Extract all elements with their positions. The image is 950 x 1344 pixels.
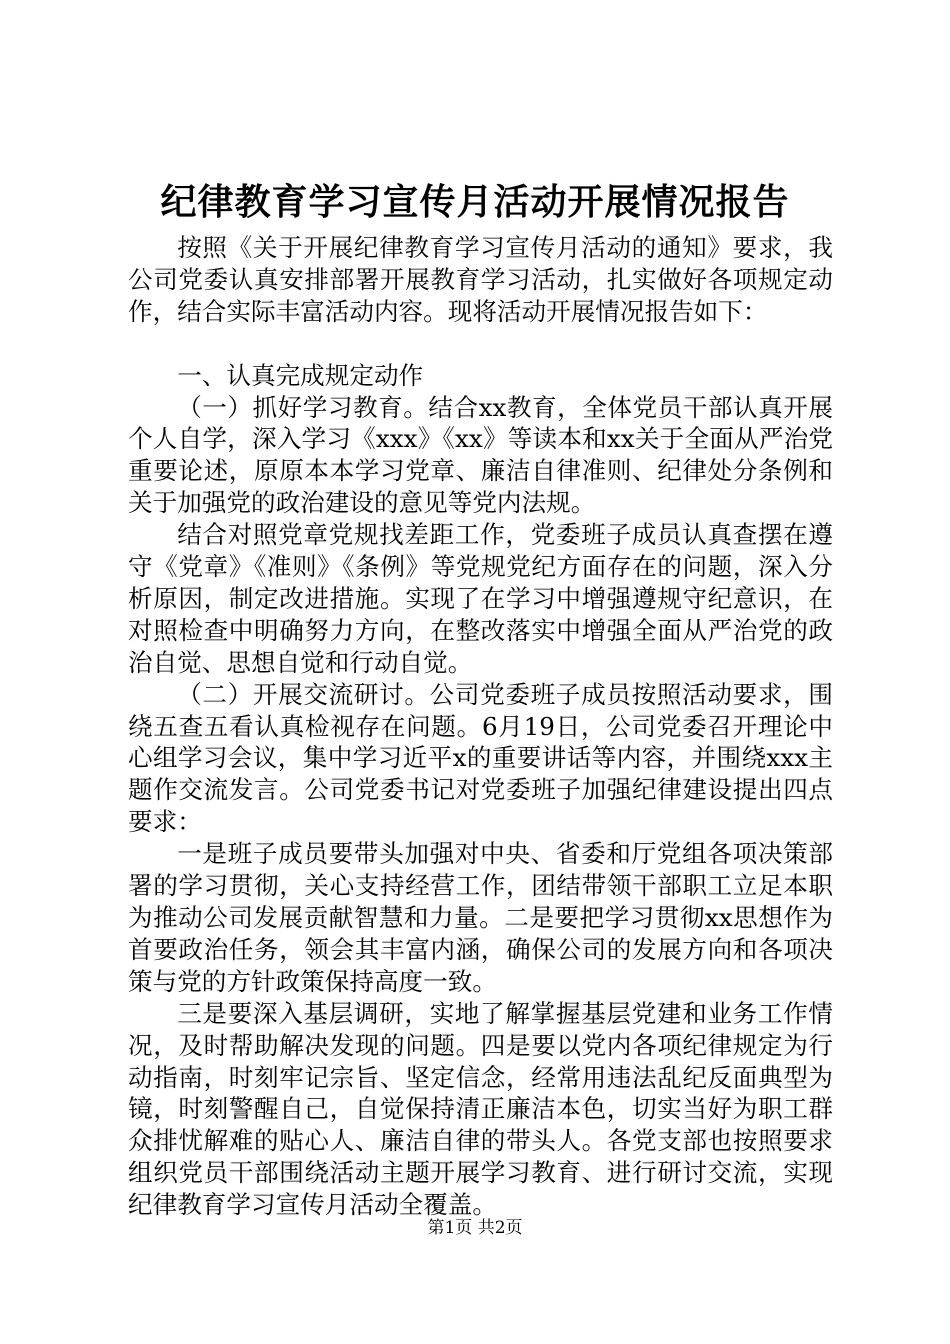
body-paragraph: （二）开展交流研讨。公司党委班子成员按照活动要求，围绕五查五看认真检视存在问题。6月19日，公司党委召开理论中心组学习会议，集中学习近平x的重要讲话等内容，并围绕xxx主题作交流发言。公司党委书记对党委班子加强纪律建设提出四点要求： [128,679,833,837]
body-paragraph: （一）抓好学习教育。结合xx教育，全体党员干部认真开展个人自学，深入学习《xxx》《xx》等读本和xx关于全面从严治党重要论述，原原本本学习党章、廉洁自律准则、纪律处分条例和关于加强党的政治建设的意见等党内法规。 [128,392,833,518]
section-heading: 一、认真完成规定动作 [177,360,424,390]
page-number-footer: 第1页 共2页 [427,1218,523,1238]
intro-paragraph: 按照《关于开展纪律教育学习宣传月活动的通知》要求，我公司党委认真安排部署开展教育学习活动，扎实做好各项规定动作，结合实际丰富活动内容。现将活动开展情况报告如下： [128,233,833,326]
body-paragraph: 三是要深入基层调研，实地了解掌握基层党建和业务工作情况，及时帮助解决发现的问题。四是要以党内各项纪律规定为行动指南，时刻牢记宗旨、坚定信念，经常用违法乱纪反面典型为镜，时刻警醒自己，自觉保持清正廉洁本色，切实当好为职工群众排忧解难的贴心人、廉洁自律的带头人。各党支部也按照要求组织党员干部围绕活动主题开展学习教育、进行研讨交流，实现纪律教育学习宣传月活动全覆盖。 [128,998,833,1220]
body-paragraph: 一是班子成员要带头加强对中央、省委和厅党组各项决策部署的学习贯彻，关心支持经营工作，团结带领干部职工立足本职为推动公司发展贡献智慧和力量。二是要把学习贯彻xx思想作为首要政治任务，领会其丰富内涵，确保公司的发展方向和各项决策与党的方针政策保持高度一致。 [128,839,833,996]
body-paragraph: 结合对照党章党规找差距工作，党委班子成员认真查摆在遵守《党章》《准则》《条例》等党规党纪方面存在的问题，深入分析原因，制定改进措施。实现了在学习中增强遵规守纪意识，在对照检查中明确努力方向，在整改落实中增强全面从严治党的政治自觉、思想自觉和行动自觉。 [128,520,833,677]
document-body [128,232,833,1221]
document-title: 纪律教育学习宣传月活动开展情况报告 [160,181,790,223]
paragraph-spacer [128,328,833,360]
